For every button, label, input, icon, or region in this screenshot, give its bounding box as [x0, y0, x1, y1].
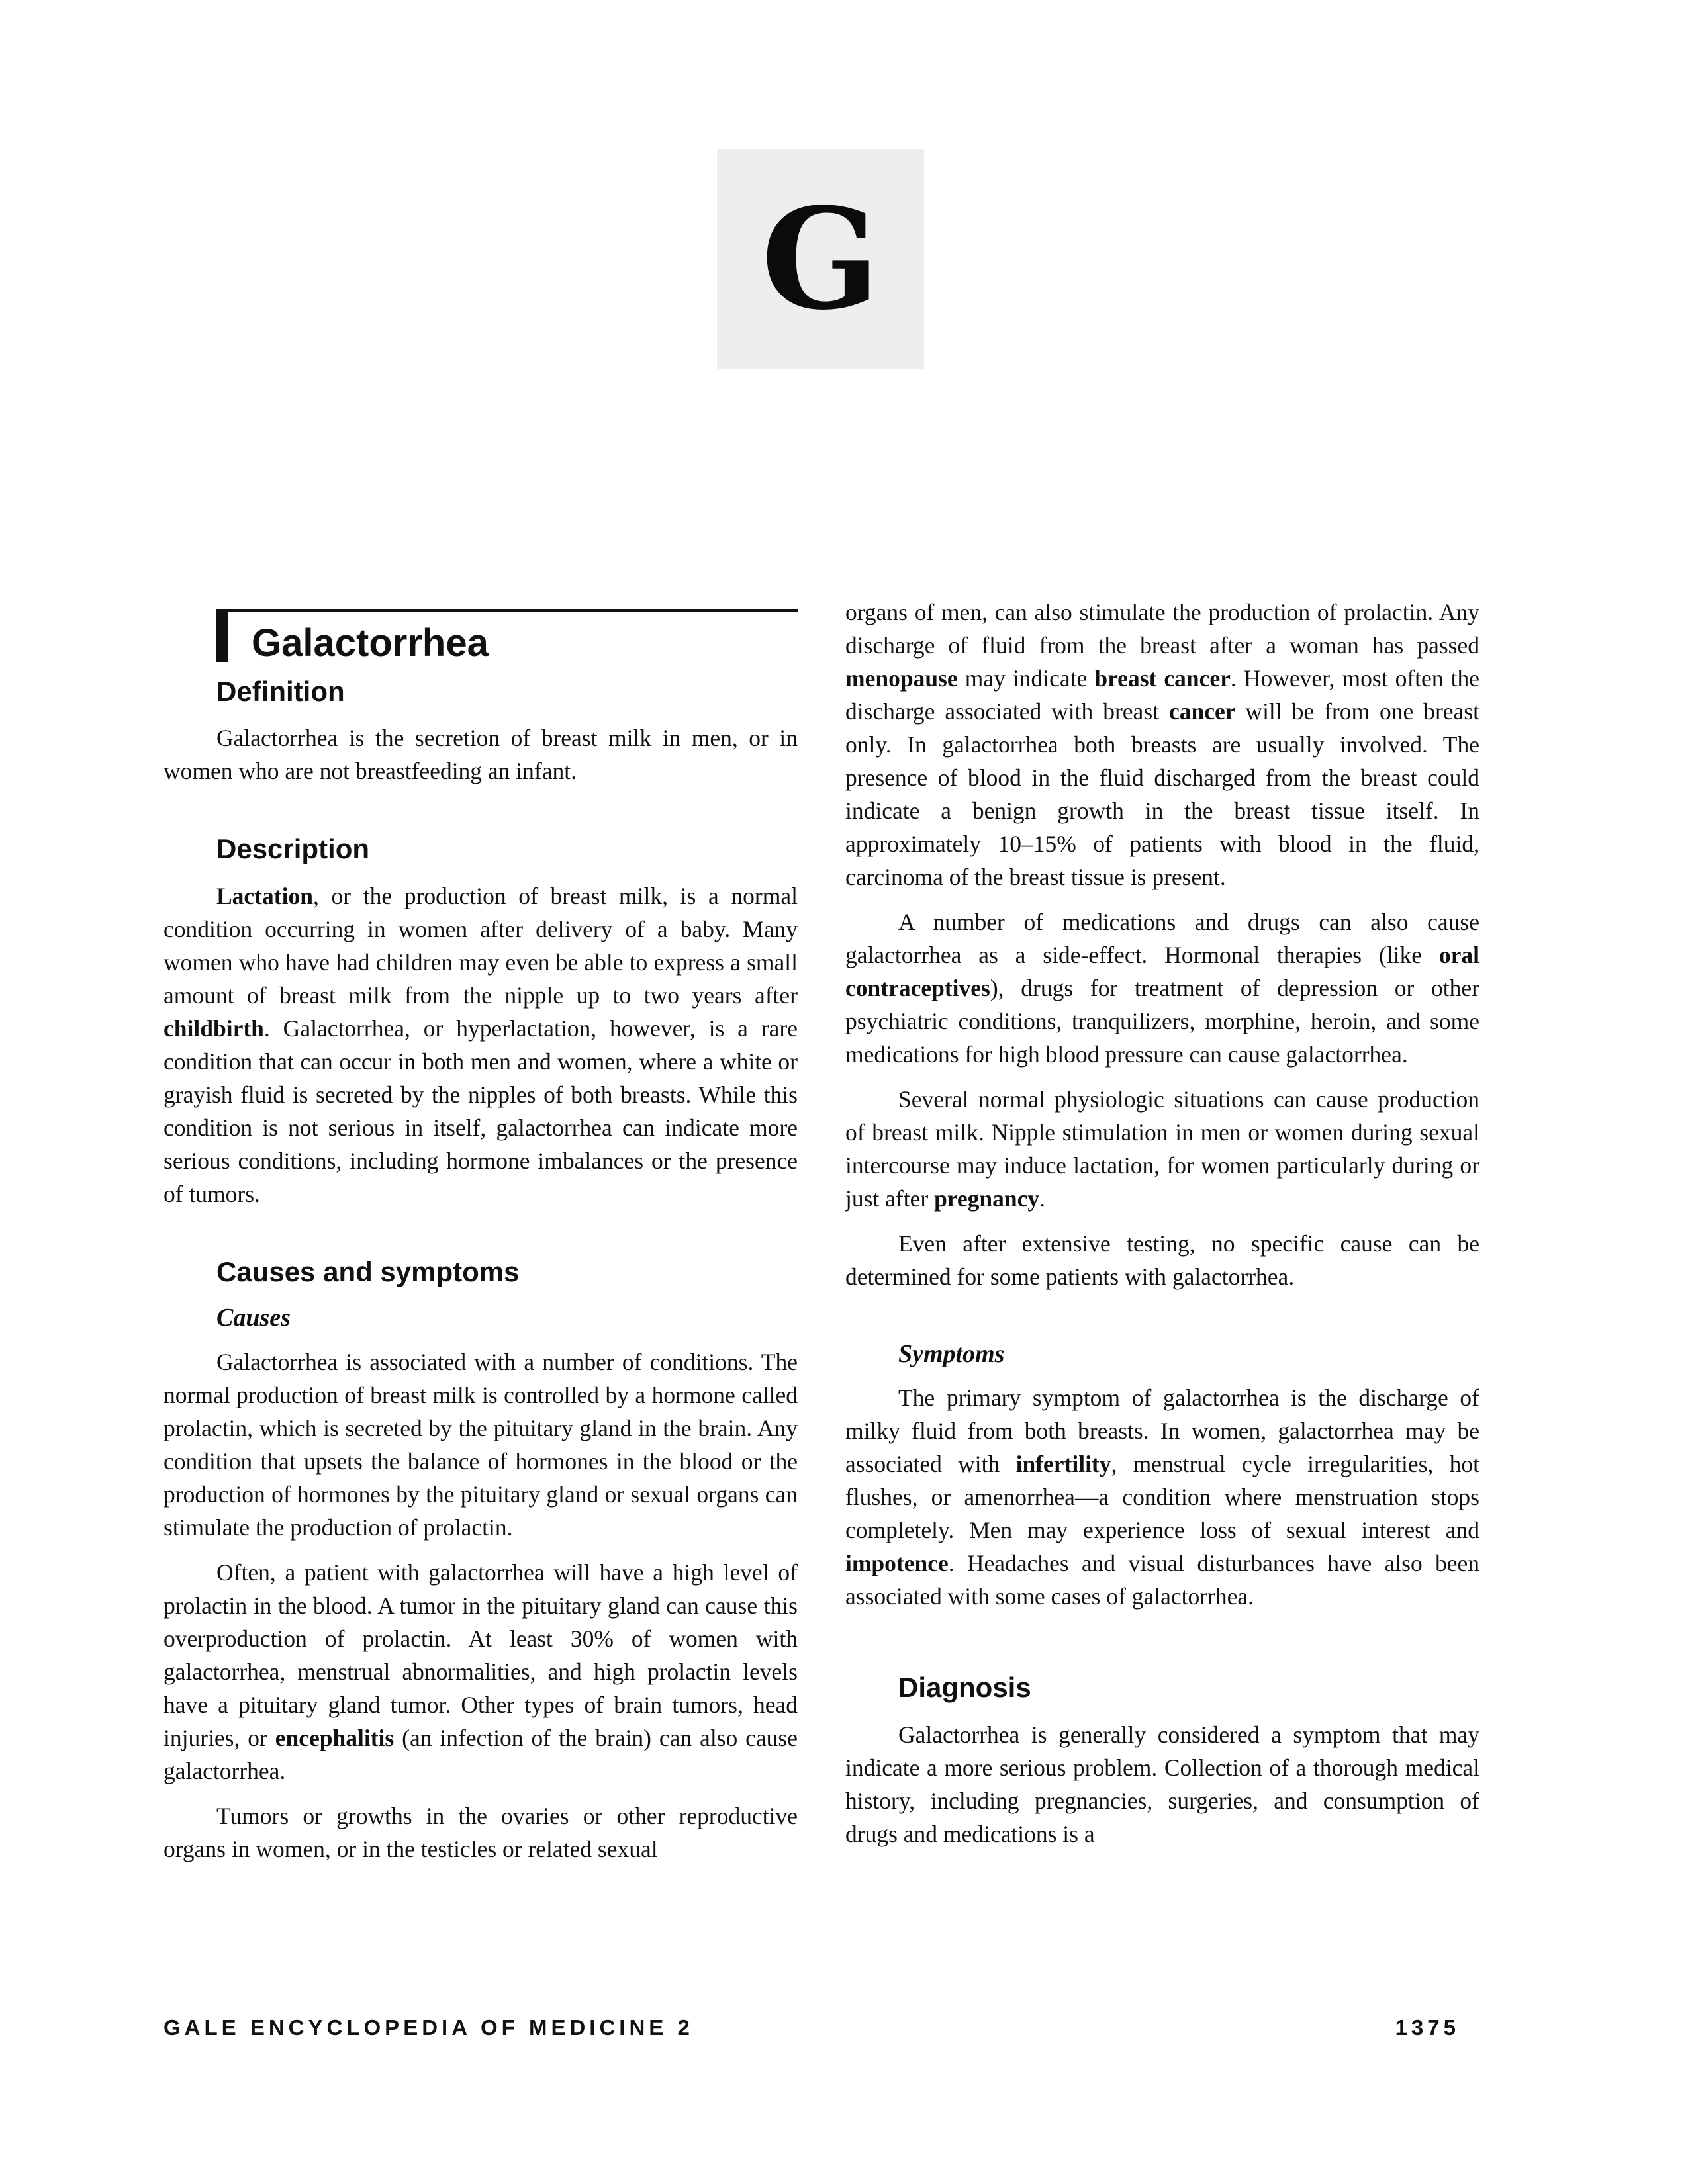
term-lactation: Lactation: [216, 882, 313, 909]
term-oral-contraceptives: oral contraceptives: [845, 942, 1479, 1001]
diagnosis-paragraph: Galactorrhea is generally considered a symptom that may indicate a more serious problem. Collection of a thorough medical history, including pregnancies, surgeries, and consumption of drugs and medications is a: [845, 1721, 1479, 1847]
term-cancer: cancer: [1168, 698, 1236, 725]
right-paragraph-1: organs of men, can also stimulate the production of prolactin. Any discharge of fluid from the breast after a woman has passed menopause may indicate breast cancer. However, most often the discharge associated with breast cancer will be from one breast only. In galactorrhea both breasts are usually involved. The presence of blood in the fluid discharged from the breast could indicate a benign growth in the breast tissue itself. In approximately 10–15% of patients with blood in the fluid, carcinoma of the breast tissue is present.: [845, 599, 1480, 890]
term-pregnancy: pregnancy: [934, 1185, 1040, 1212]
causes-subheading: Causes: [216, 1304, 291, 1332]
term-infertility: infertility: [1015, 1451, 1111, 1478]
publication-name: GALE ENCYCLOPEDIA OF MEDICINE 2: [164, 2015, 694, 2040]
term-childbirth: childbirth: [164, 1015, 264, 1042]
diagnosis-heading: Diagnosis: [898, 1672, 1031, 1704]
right-paragraph-2: A number of medications and drugs can also cause galactorrhea as a side-effect. Hormonal therapies (like oral contraceptives), drugs for treatment of depression or other psychiatric conditions, tranquilizers, morphine, heroin, and some medications for high blood pressure can cause galactorrhea.: [845, 909, 1479, 1068]
symptoms-subheading: Symptoms: [898, 1340, 1005, 1368]
definition-heading: Definition: [216, 676, 345, 707]
term-impotence: impotence: [845, 1550, 949, 1577]
causes-heading: Causes and symptoms: [216, 1255, 520, 1287]
page-footer: [164, 2015, 1460, 2040]
section-letter-box: [717, 149, 924, 369]
right-paragraph-3: Several normal physiologic situations can cause production of breast milk. Nipple stimulation in men or women during sexual intercourse may induce lactation, for women particularly during or just after pregnancy.: [845, 1086, 1479, 1212]
causes-paragraph-1: Galactorrhea is associated with a number of conditions. The normal production of breast milk is controlled by a hormone called prolactin, which is secreted by the pituitary gland in the brain. Any condition that upsets the balance of hormones in the blood or the production of hormones by the pituitary gland or sexual organs can stimulate the production of prolactin.: [164, 1348, 798, 1541]
article-header: [164, 596, 798, 675]
symptoms-paragraph: The primary symptom of galactorrhea is the discharge of milky fluid from both breasts. In women, galactorrhea may be associated with infertility, menstrual cycle irregularities, hot flushes, or amenorrhea—a condition where menstruation stops completely. Men may experience loss of sexual interest and impotence. Headaches and visual disturbances have also been associated with some cases of galactorrhea.: [845, 1385, 1480, 1610]
term-menopause: menopause: [845, 665, 958, 692]
causes-paragraph-2: Often, a patient with galactorrhea will have a high level of prolactin in the blood. A tumor in the pituitary gland can cause this overproduction of prolactin. At least 30% of women with galactorrhea, menstrual abnormalities, and high prolactin levels have a pituitary gland tumor. Other types of brain tumors, head injuries, or encephalitis (an infection of the brain) can also cause galactorrhea.: [164, 1559, 798, 1784]
left-column: [164, 596, 798, 1878]
right-paragraph-4: Even after extensive testing, no specific cause can be determined for some patients with galactorrhea.: [845, 1230, 1479, 1290]
article-title: Galactorrhea: [252, 621, 489, 664]
section-letter: G: [761, 177, 880, 341]
term-encephalitis: encephalitis: [275, 1724, 395, 1751]
term-breast-cancer: breast cancer: [1094, 665, 1231, 692]
definition-paragraph: Galactorrhea is the secretion of breast milk in men, or in women who are not breastfeeding an infant.: [164, 725, 798, 785]
right-column: [845, 596, 1479, 1862]
title-bar: [216, 609, 228, 662]
causes-paragraph-3: Tumors or growths in the ovaries or other reproductive organs in women, or in the testicles or related sexual: [164, 1802, 798, 1862]
title-rule: [216, 609, 798, 612]
description-heading: Description: [216, 833, 370, 865]
description-paragraph: Lactation, or the production of breast milk, is a normal condition occurring in women after delivery of a baby. Many women who have had children may even be able to express a small amount of breast milk from the nipple up to two years after childbirth. Galactorrhea, or hyperlactation, however, is a rare condition that can occur in both men and women, where a white or grayish fluid is secreted by the nipples of both breasts. While this condition is not serious in itself, galactorrhea can indicate more serious conditions, including hormone imbalances or the presence of tumors.: [164, 882, 798, 1207]
page-number: 1375: [1395, 2015, 1460, 2040]
